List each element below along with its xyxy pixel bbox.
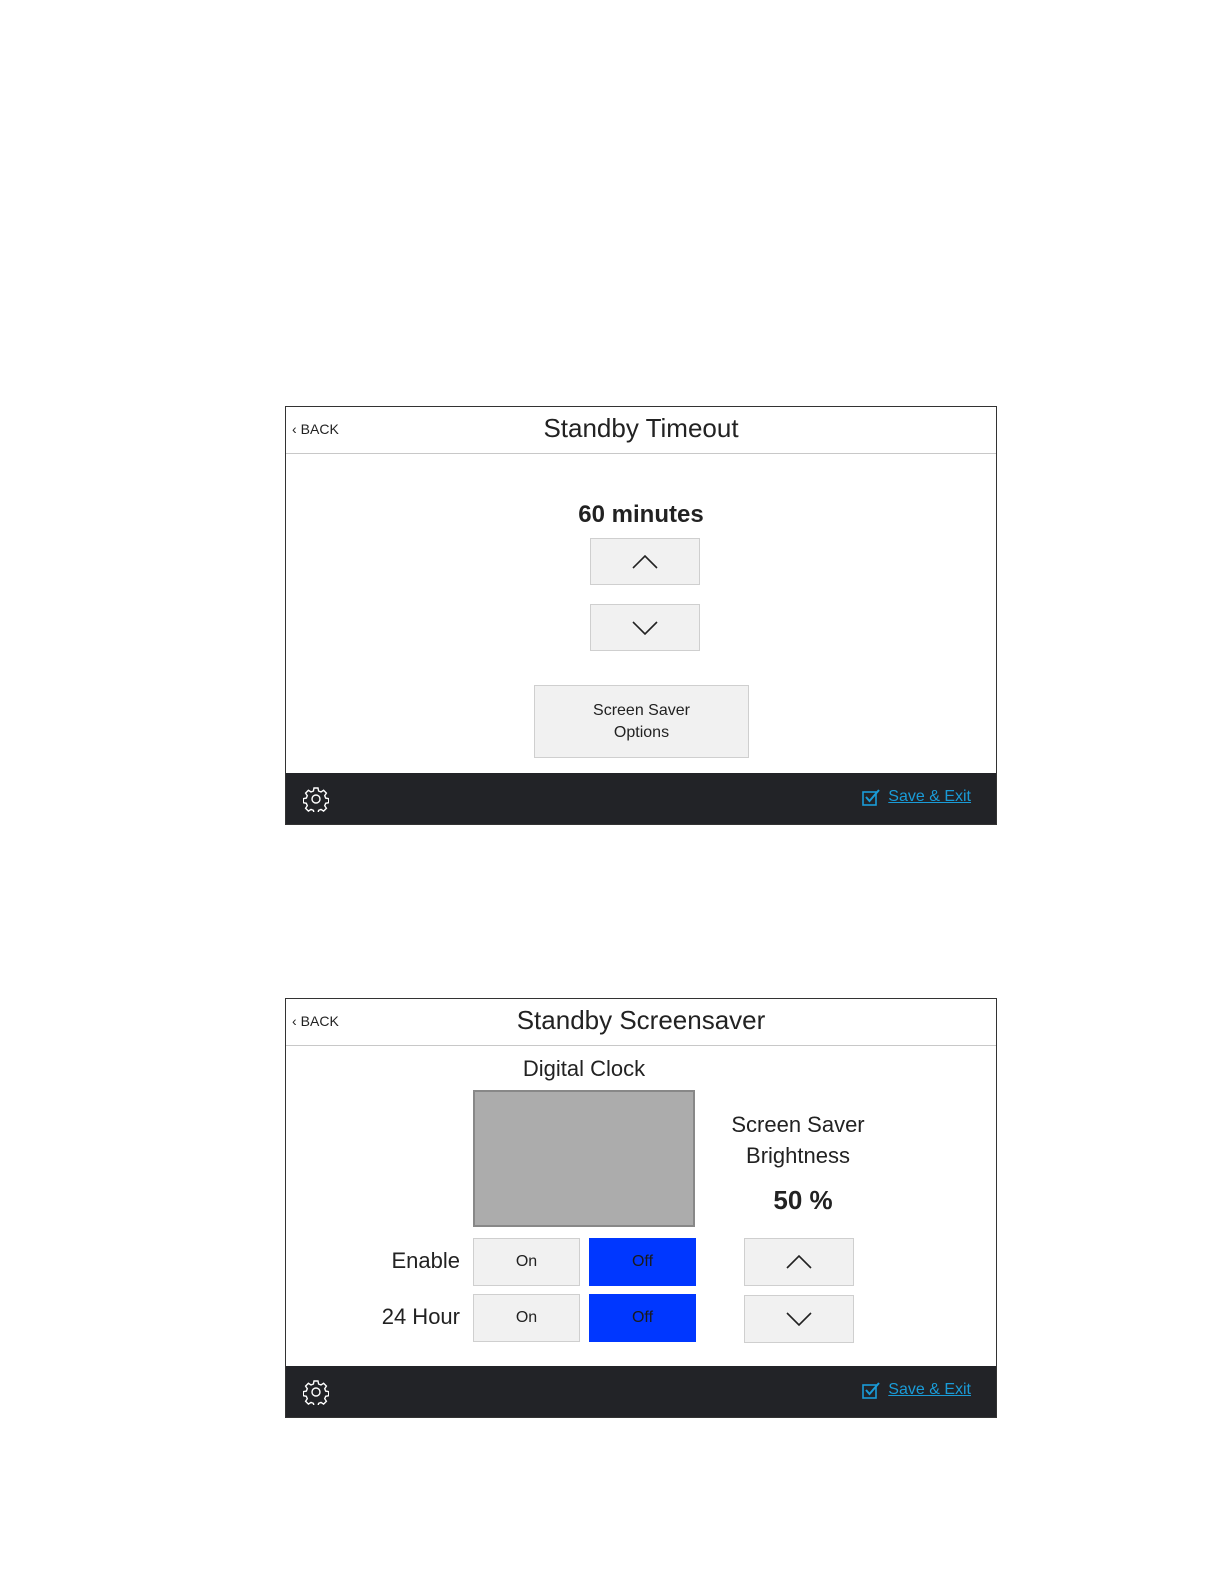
page-title: Standby Screensaver	[516, 1005, 766, 1035]
save-exit-label: Save & Exit	[888, 1381, 971, 1398]
hour24-off-button[interactable]: Off	[589, 1294, 696, 1342]
chevron-up-icon	[786, 1255, 812, 1269]
standby-screensaver-panel	[285, 998, 997, 1418]
header	[286, 407, 996, 454]
header	[286, 999, 996, 1046]
screen-saver-options-label-line1: Screen Saver	[593, 701, 690, 719]
back-label: BACK	[300, 421, 339, 437]
brightness-label-line1: Screen Saver	[731, 1112, 865, 1137]
gear-icon[interactable]	[303, 786, 329, 812]
back-label: BACK	[300, 1013, 339, 1029]
enable-on-button[interactable]: On	[473, 1238, 580, 1286]
brightness-label	[718, 1109, 878, 1171]
save-exit-label: Save & Exit	[888, 788, 971, 805]
chevron-left-icon: ‹	[292, 1013, 297, 1029]
timeout-decrease-button[interactable]	[590, 604, 700, 651]
save-exit-button[interactable]	[862, 1381, 971, 1399]
chevron-up-icon	[632, 555, 658, 569]
footer-bar	[286, 1366, 996, 1417]
standby-timeout-panel	[285, 406, 997, 825]
brightness-decrease-button[interactable]	[744, 1295, 854, 1343]
chevron-left-icon: ‹	[292, 421, 297, 437]
checkbox-icon	[862, 789, 880, 806]
save-exit-button[interactable]	[862, 788, 971, 806]
chevron-down-icon	[786, 1312, 812, 1326]
checkbox-icon	[862, 1382, 880, 1399]
footer-bar	[286, 773, 996, 824]
page-title: Standby Timeout	[543, 413, 739, 443]
hour24-on-button[interactable]: On	[473, 1294, 580, 1342]
timeout-increase-button[interactable]	[590, 538, 700, 585]
brightness-label-line2: Brightness	[746, 1143, 850, 1168]
timeout-value: 60 minutes	[578, 501, 704, 528]
clock-style-label: Digital Clock	[522, 1056, 646, 1081]
gear-icon[interactable]	[303, 1379, 329, 1405]
brightness-increase-button[interactable]	[744, 1238, 854, 1286]
brightness-value: 50 %	[773, 1185, 833, 1215]
screen-saver-options-label-line2: Options	[613, 723, 670, 741]
hour24-label: 24 Hour	[381, 1304, 460, 1329]
screen-saver-options-button[interactable]	[534, 685, 749, 758]
chevron-down-icon	[632, 621, 658, 635]
enable-off-button[interactable]: Off	[589, 1238, 696, 1286]
clock-preview[interactable]	[473, 1090, 695, 1227]
enable-label: Enable	[391, 1248, 460, 1273]
